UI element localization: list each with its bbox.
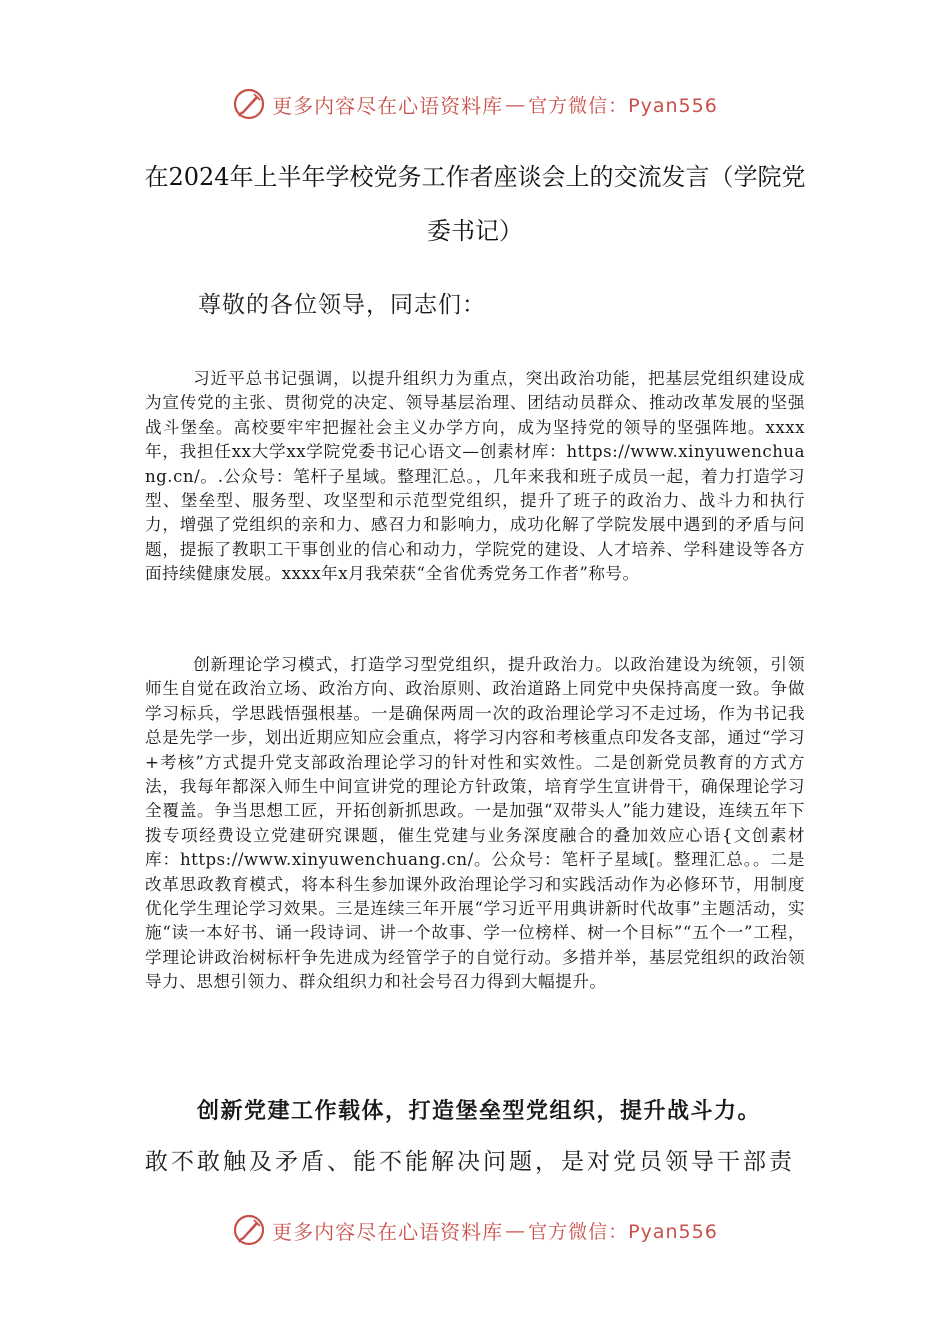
section-subheading: 创新党建工作载体，打造堡垒型党组织，提升战斗力。 [197,1098,762,1124]
watermark-separator: — [505,92,527,116]
quill-logo-icon [232,87,266,121]
document-title: 在2024年上半年学校党务工作者座谈会上的交流发言（学院党委书记） [144,163,806,245]
watermark-text: 更多内容尽在心语资料库 [272,93,504,118]
watermark-wechat: 官方微信：Pyan556 [528,1220,718,1243]
quill-logo-icon [232,1213,266,1247]
watermark-text: 更多内容尽在心语资料库 [272,1219,504,1244]
body-paragraph-1: 习近平总书记强调，以提升组织力为重点，突出政治功能，把基层党组织建设成为宣传党的主张、贯彻党的决定、领导基层治理、团结动员群众、推动改革发展的坚强战斗堡垒。高校要牢牢把握社会主义办学方向，成为坚持党的领导的坚强阵地。xxxx年，我担任xx大学xx学院党委书记心语文—创素材库：https://www.xinyuwenchuang.cn/。.公众号：笔杆子星域。整理汇总。，几年来我和班子成员一起，着力打造学习型、堡垒型、服务型、攻坚型和示范型党组织，提升了班子的政治力、战斗力和执行力，增强了党组织的亲和力、感召力和影响力，成功化解了学院发展中遇到的矛盾与问题，提振了教职工干事创业的信心和动力，学院党的建设、人才培养、学科建设等各方面持续健康发展。xxxx年x月我荣获“全省优秀党务工作者”称号。 [145,369,805,584]
salutation: 尊敬的各位领导，同志们： [198,292,486,318]
watermark-wechat: 官方微信：Pyan556 [528,94,718,117]
watermark-banner-bottom [0,1210,950,1250]
body-paragraph-2: 创新理论学习模式，打造学习型党组织，提升政治力。以政治建设为统领，引领师生自觉在政治立场、政治方向、政治原则、政治道路上同党中央保持高度一致。争做学习标兵，学思践悟强根基。一是确保两周一次的政治理论学习不走过场，作为书记我总是先学一步，划出近期应知应会重点，将学习内容和考核重点印发各支部，通过“学习+考核”方式提升党支部政治理论学习的针对性和实效性。二是创新党员教育的方式方法，我每年都深入师生中间宣讲党的理论方针政策，培育学生宣讲骨干，确保理论学习全覆盖。争当思想工匠，开拓创新抓思政。一是加强“双带头人”能力建设，连续五年下拨专项经费设立党建研究课题，催生党建与业务深度融合的叠加效应心语{文创素材库：https://www.xinyuwenchuang.cn/。公众号：笔杆子星域[。整理汇总。。二是改革思政教育模式，将本科生参加课外政治理论学习和实践活动作为必修环节，用制度优化学生理论学习效果。三是连续三年开展“学习近平用典讲新时代故事”主题活动，实施“读一本好书、诵一段诗词、讲一个故事、学一位榜样、树一个目标”“五个一”工程，学理论讲政治树标杆争先进成为经管学子的自觉行动。多措并举，基层党组织的政治领导力、思想引领力、群众组织力和社会号召力得到大幅提升。 [145,655,805,992]
watermark-banner-top [0,84,950,124]
body-paragraph-3: 敢不敢触及矛盾、能不能解决问题，是对党员领导干部责 [145,1149,795,1175]
watermark-separator: — [505,1218,527,1242]
